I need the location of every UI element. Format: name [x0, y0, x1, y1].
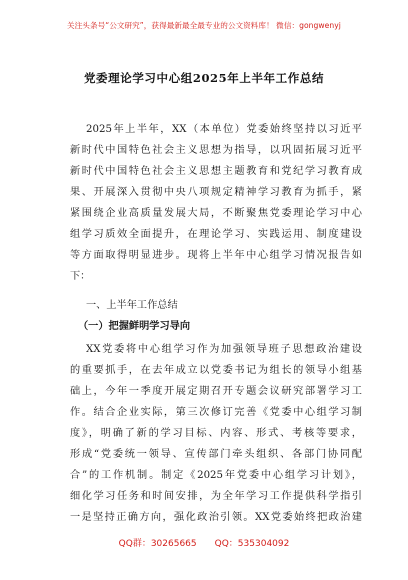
promo-banner: 关注头条号“公文研究”，获得最新最全最专业的公文资料库！ 微信：gongwenyj	[67, 21, 341, 30]
paragraph-line: 紧围绕企业高质量发展大局，不断聚焦党委理论学习中心	[70, 208, 362, 219]
paragraph-line: 果、开展深入贯彻中央八项规定精神学习教育为抓手，紧	[70, 187, 362, 198]
paragraph-line: 础上，今年一季度开展定期召开专题会议研究部署学习工	[70, 386, 362, 397]
document-title: 党委理论学习中心组2025年上半年工作总结	[83, 71, 325, 85]
paragraph-line: 新时代中国特色社会主义思想主题教育和党纪学习教育成	[70, 166, 362, 177]
paragraph-line: 度》，明确了新的学习目标、内容、形式、考核等要求，	[70, 428, 362, 439]
paragraph-line: 作。结合企业实际，第三次修订完善《党委中心组学习制	[70, 407, 362, 418]
paragraph-line: XX党委将中心组学习作为加强领导班子思想政治建设	[86, 344, 362, 355]
contact-footer	[0, 536, 408, 549]
paragraph-line: 一是坚持正确方向，强化政治引领。XX党委始终把政治建	[70, 512, 362, 523]
paragraph-line: 新时代中国特色社会主义思想为指导，以巩固拓展习近平	[70, 145, 362, 156]
qq-group-number: QQ群：30265665	[118, 539, 197, 549]
section-heading: 一、上半年工作总结	[86, 300, 178, 311]
paragraph-line: 等方面取得明显进步。现将上半年中心组学习情况报告如	[70, 250, 362, 261]
paragraph-line: 细化学习任务和时间安排，为全年学习工作提供科学指引	[70, 491, 362, 502]
paragraph-line: 形成“党委统一领导、宣传部门牵头组织、各部门协同配	[70, 449, 362, 460]
paragraph-line: 下：	[70, 271, 91, 282]
paragraph-line: 合”的工作机制。制定《2025年党委中心组学习计划》，	[70, 470, 362, 481]
qq-number: QQ：535304092	[214, 539, 290, 549]
paragraph-line: 的重要抓手，在去年成立以党委书记为组长的领导小组基	[70, 365, 362, 376]
paragraph-line: 2025年上半年，XX（本单位）党委始终坚持以习近平	[86, 124, 362, 135]
subsection-heading: （一）把握鲜明学习导向	[78, 320, 191, 332]
paragraph-line: 组学习质效全面提升，在理论学习、实践运用、制度建设	[70, 229, 362, 240]
